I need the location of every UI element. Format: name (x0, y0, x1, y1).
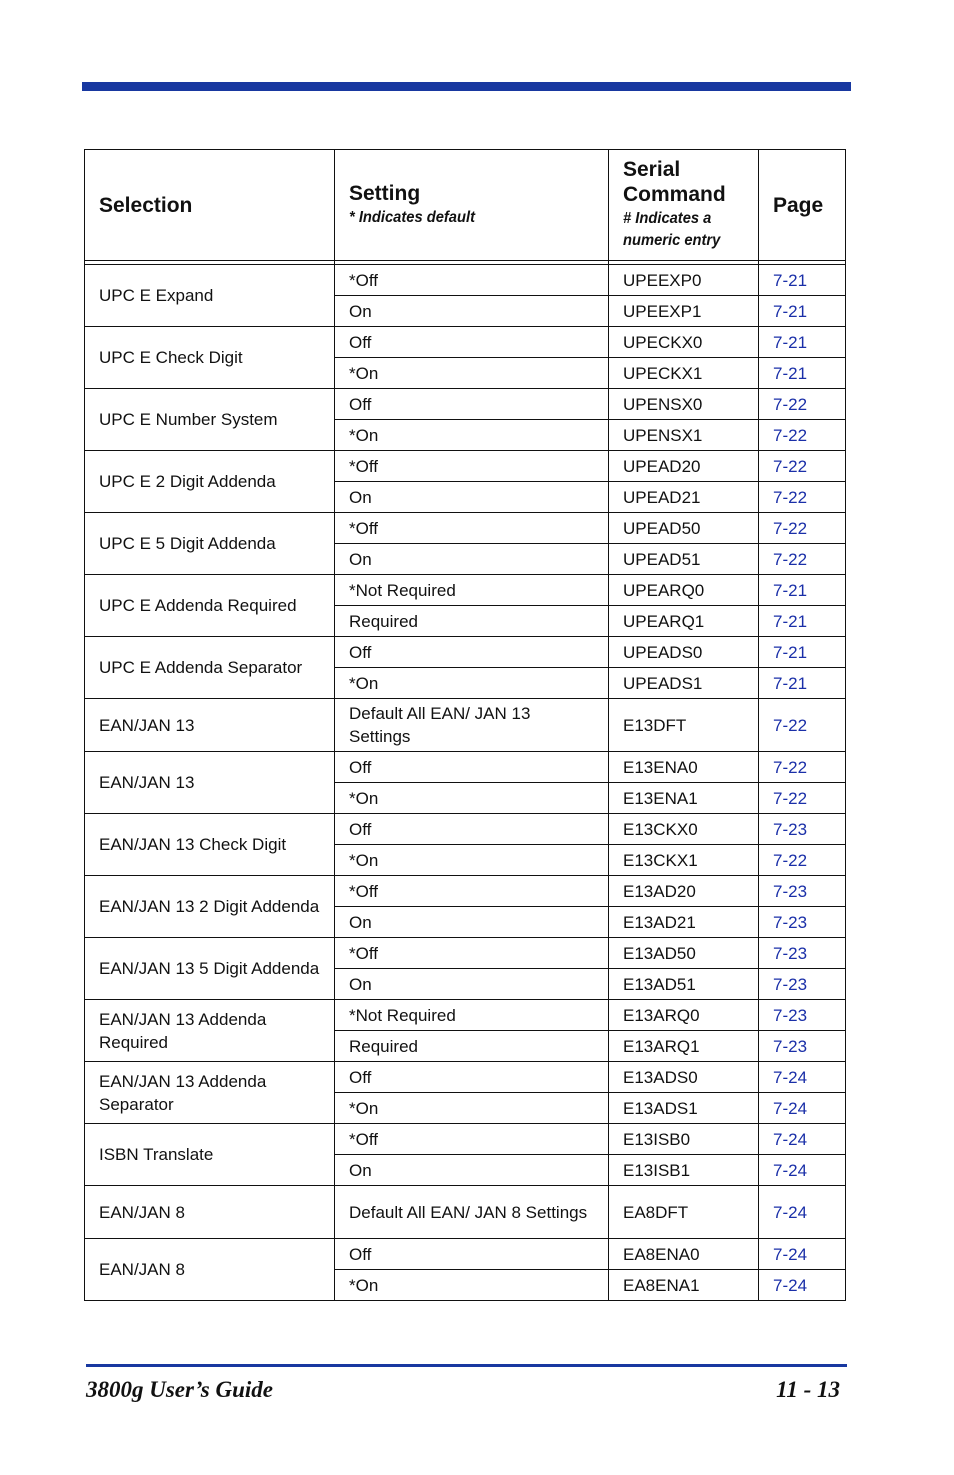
command-cell: E13ISB1 (609, 1155, 759, 1186)
page-link[interactable]: 7-24 (759, 1239, 846, 1270)
page-link[interactable]: 7-24 (759, 1062, 846, 1093)
page-link[interactable]: 7-23 (759, 938, 846, 969)
page-link[interactable]: 7-24 (759, 1186, 846, 1239)
command-cell: E13AD51 (609, 969, 759, 1000)
setting-cell: *Off (335, 265, 609, 296)
setting-cell: *On (335, 845, 609, 876)
setting-cell: *On (335, 1093, 609, 1124)
command-cell: UPEAD50 (609, 513, 759, 544)
header-setting: Setting * Indicates default (335, 150, 609, 261)
page-link[interactable]: 7-22 (759, 420, 846, 451)
table-row (85, 637, 846, 668)
selection-cell: UPC E Addenda Separator (85, 637, 335, 699)
setting-cell: Required (335, 1031, 609, 1062)
header-serial-note-1: # Indicates a (623, 210, 712, 227)
command-cell: UPEADS0 (609, 637, 759, 668)
selection-cell: EAN/JAN 8 (85, 1186, 335, 1239)
selection-cell: UPC E Addenda Required (85, 575, 335, 637)
setting-cell: *On (335, 783, 609, 814)
setting-cell: *On (335, 668, 609, 699)
setting-cell: Off (335, 637, 609, 668)
table-row (85, 1186, 846, 1239)
page-link[interactable]: 7-22 (759, 783, 846, 814)
setting-cell: On (335, 544, 609, 575)
command-cell: E13ENA1 (609, 783, 759, 814)
page-link[interactable]: 7-24 (759, 1124, 846, 1155)
table-row (85, 389, 846, 420)
command-cell: UPEAD21 (609, 482, 759, 513)
setting-cell: On (335, 1155, 609, 1186)
setting-cell: Off (335, 389, 609, 420)
footer-page-number: 11 - 13 (776, 1377, 840, 1402)
page-link[interactable]: 7-23 (759, 814, 846, 845)
command-cell: E13AD20 (609, 876, 759, 907)
page-link[interactable]: 7-24 (759, 1270, 846, 1301)
selection-cell: ISBN Translate (85, 1124, 335, 1186)
table-row (85, 513, 846, 544)
command-table (84, 149, 846, 1301)
page-link[interactable]: 7-22 (759, 451, 846, 482)
command-cell: E13ARQ1 (609, 1031, 759, 1062)
command-cell: E13ISB0 (609, 1124, 759, 1155)
command-cell: UPEAD51 (609, 544, 759, 575)
selection-cell: EAN/JAN 13 Addenda Required (85, 1000, 335, 1062)
selection-cell: UPC E Check Digit (85, 327, 335, 389)
command-cell: EA8ENA0 (609, 1239, 759, 1270)
page-link[interactable]: 7-22 (759, 752, 846, 783)
command-cell: E13CKX0 (609, 814, 759, 845)
command-cell: UPEEXP0 (609, 265, 759, 296)
header-selection: Selection (85, 150, 335, 261)
page-link[interactable]: 7-23 (759, 969, 846, 1000)
command-cell: UPECKX0 (609, 327, 759, 358)
setting-cell: Off (335, 814, 609, 845)
command-cell: EA8ENA1 (609, 1270, 759, 1301)
table-row (85, 451, 846, 482)
command-cell: UPEAD20 (609, 451, 759, 482)
page-link[interactable]: 7-24 (759, 1155, 846, 1186)
command-cell: E13ADS0 (609, 1062, 759, 1093)
setting-cell: Off (335, 752, 609, 783)
page-link[interactable]: 7-21 (759, 637, 846, 668)
page-link[interactable]: 7-23 (759, 876, 846, 907)
page-link[interactable]: 7-21 (759, 327, 846, 358)
page-link[interactable]: 7-22 (759, 699, 846, 752)
setting-cell: *Off (335, 513, 609, 544)
table-row (85, 575, 846, 606)
setting-cell: On (335, 969, 609, 1000)
header-setting-note: * Indicates default (349, 208, 475, 226)
setting-cell: *Off (335, 876, 609, 907)
selection-cell: EAN/JAN 13 (85, 752, 335, 814)
page-link[interactable]: 7-21 (759, 668, 846, 699)
header-serial-note-2: numeric entry (623, 232, 721, 249)
command-cell: E13AD21 (609, 907, 759, 938)
selection-cell: UPC E 2 Digit Addenda (85, 451, 335, 513)
table-row (85, 327, 846, 358)
setting-cell: *On (335, 420, 609, 451)
setting-cell: *On (335, 358, 609, 389)
command-cell: E13AD50 (609, 938, 759, 969)
table-row (85, 1062, 846, 1093)
command-cell: EA8DFT (609, 1186, 759, 1239)
footer-title: 3800g User’s Guide (86, 1377, 273, 1402)
selection-cell: EAN/JAN 13 Addenda Separator (85, 1062, 335, 1124)
command-cell: UPEARQ1 (609, 606, 759, 637)
setting-cell: Default All EAN/ JAN 8 Settings (335, 1186, 609, 1239)
selection-cell: EAN/JAN 13 5 Digit Addenda (85, 938, 335, 1000)
command-cell: UPEEXP1 (609, 296, 759, 327)
setting-cell: On (335, 482, 609, 513)
page-link[interactable]: 7-23 (759, 1031, 846, 1062)
header-page: Page (759, 150, 846, 261)
setting-cell: *Not Required (335, 575, 609, 606)
setting-cell: Off (335, 1062, 609, 1093)
command-cell: UPEARQ0 (609, 575, 759, 606)
setting-cell: Off (335, 1239, 609, 1270)
page-link[interactable]: 7-22 (759, 482, 846, 513)
setting-cell: Off (335, 327, 609, 358)
table-row (85, 1239, 846, 1270)
setting-cell: Required (335, 606, 609, 637)
command-cell: UPECKX1 (609, 358, 759, 389)
table-body (85, 261, 846, 1301)
page-link[interactable]: 7-21 (759, 296, 846, 327)
setting-cell: Default All EAN/ JAN 13 Settings (335, 699, 609, 752)
header-serial-command: Serial Command # Indicates a numeric entry (609, 150, 759, 261)
setting-cell: *On (335, 1270, 609, 1301)
selection-cell: EAN/JAN 13 Check Digit (85, 814, 335, 876)
command-cell: E13DFT (609, 699, 759, 752)
selection-cell: UPC E Number System (85, 389, 335, 451)
table-row (85, 1124, 846, 1155)
setting-cell: *Off (335, 451, 609, 482)
page-link[interactable]: 7-21 (759, 575, 846, 606)
page-link[interactable]: 7-22 (759, 513, 846, 544)
page-link[interactable]: 7-21 (759, 358, 846, 389)
setting-cell: On (335, 907, 609, 938)
command-cell: E13ARQ0 (609, 1000, 759, 1031)
header-rule (82, 82, 851, 91)
setting-cell: *Not Required (335, 1000, 609, 1031)
page-link[interactable]: 7-21 (759, 265, 846, 296)
selection-cell: EAN/JAN 13 (85, 699, 335, 752)
selection-cell: EAN/JAN 8 (85, 1239, 335, 1301)
setting-cell: On (335, 296, 609, 327)
footer-rule (86, 1364, 847, 1367)
page-link[interactable]: 7-23 (759, 907, 846, 938)
page-link[interactable]: 7-22 (759, 389, 846, 420)
selection-cell: UPC E Expand (85, 265, 335, 327)
selection-cell: EAN/JAN 13 2 Digit Addenda (85, 876, 335, 938)
table-row (85, 699, 846, 752)
page-link[interactable]: 7-23 (759, 1000, 846, 1031)
page-link[interactable]: 7-22 (759, 845, 846, 876)
page-link[interactable]: 7-22 (759, 544, 846, 575)
selection-cell: UPC E 5 Digit Addenda (85, 513, 335, 575)
command-cell: E13ADS1 (609, 1093, 759, 1124)
table-row (85, 876, 846, 907)
table-header-row (85, 150, 846, 261)
table-row (85, 265, 846, 296)
table-row (85, 752, 846, 783)
table-row (85, 1000, 846, 1031)
page-link[interactable]: 7-21 (759, 606, 846, 637)
command-cell: E13ENA0 (609, 752, 759, 783)
command-cell: E13CKX1 (609, 845, 759, 876)
setting-cell: *Off (335, 1124, 609, 1155)
setting-cell: *Off (335, 938, 609, 969)
command-cell: UPENSX0 (609, 389, 759, 420)
command-cell: UPEADS1 (609, 668, 759, 699)
table-row (85, 814, 846, 845)
table-row (85, 938, 846, 969)
command-cell: UPENSX1 (609, 420, 759, 451)
page-link[interactable]: 7-24 (759, 1093, 846, 1124)
